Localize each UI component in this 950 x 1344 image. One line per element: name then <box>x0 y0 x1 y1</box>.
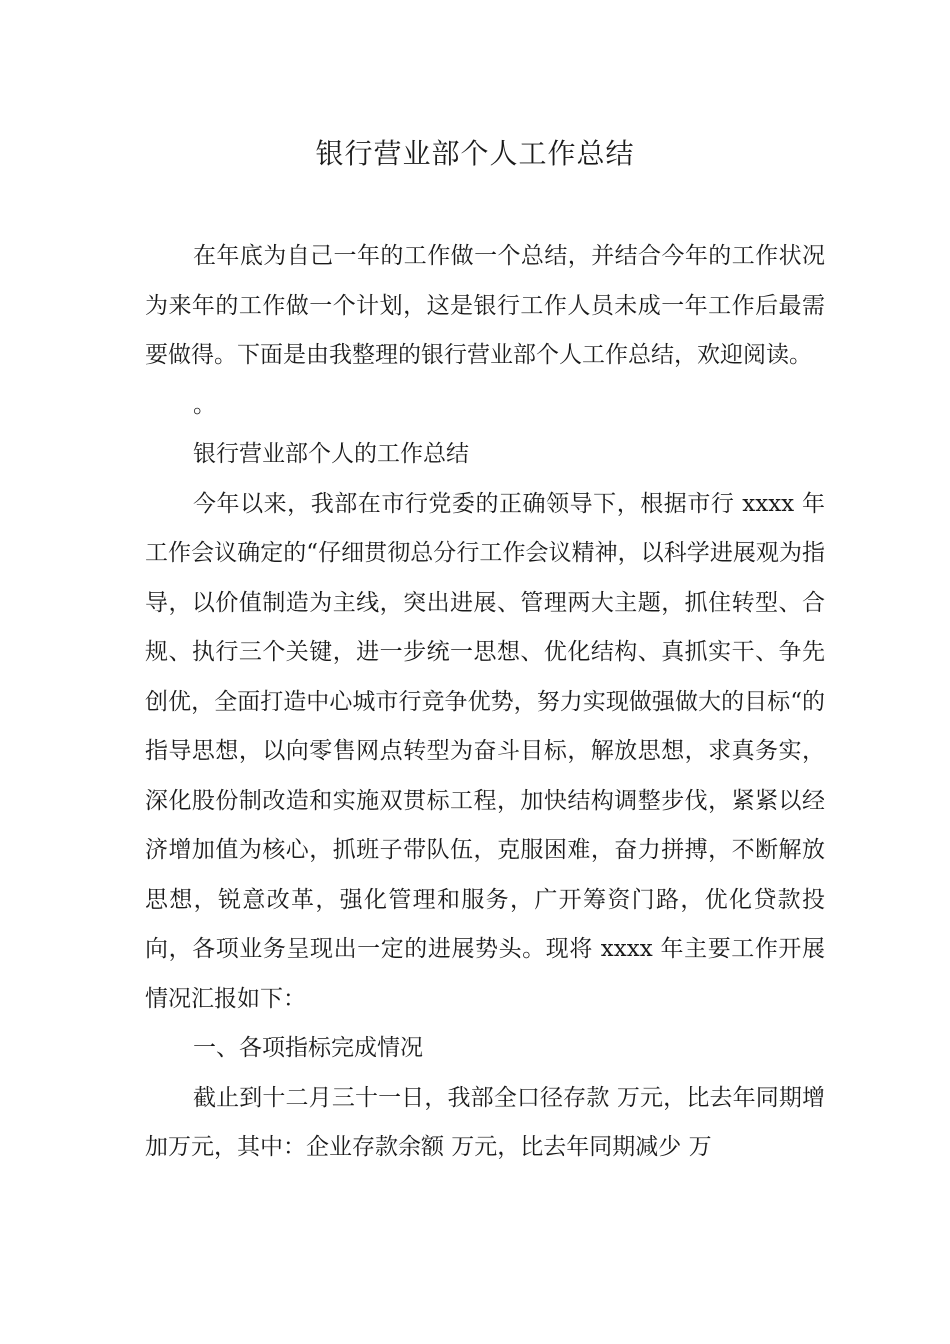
indicator-paragraph: 截止到十二月三十一日，我部全口径存款 万元，比去年同期增加万元，其中：企业存款余额 万元，比去年同期减少 万 <box>145 1084 825 1160</box>
separator-paragraph: 。 <box>193 391 216 418</box>
document-title: 银行营业部个人工作总结 <box>315 137 635 170</box>
subsection-heading: 一、各项指标完成情况 <box>193 1035 423 1061</box>
document-body <box>145 232 825 1173</box>
intro-paragraph: 在年底为自己一年的工作做一个总结，并结合今年的工作状况为来年的工作做一个计划，这是银行工作人员未成一年工作后最需要做得。下面是由我整理的银行营业部个人工作总结，欢迎阅读。 <box>145 243 825 368</box>
section-heading: 银行营业部个人的工作总结 <box>193 441 469 467</box>
main-paragraph: 今年以来，我部在市行党委的正确领导下，根据市行 xxxx 年工作会议确定的“仔细贯彻总分行工作会议精神，以科学进展观为指导，以价值制造为主线，突出进展、管理两大主题，抓住转型、合规、执行三个关键，进一步统一思想、优化结构、真抓实干、争先创优，全面打造中心城市行竞争优势，努力实现做强做大的目标“的指导思想，以向零售网点转型为奋斗目标，解放思想，求真务实，深化股份制改造和实施双贯标工程，加快结构调整步伐，紧紧以经济增加值为核心，抓班子带队伍，克服困难，奋力拼搏，不断解放思想，锐意改革，强化管理和服务，广开筹资门路，优化贷款投向，各项业务呈现出一定的进展势头。现将 xxxx 年主要工作开展情况汇报如下： <box>145 490 825 1012</box>
